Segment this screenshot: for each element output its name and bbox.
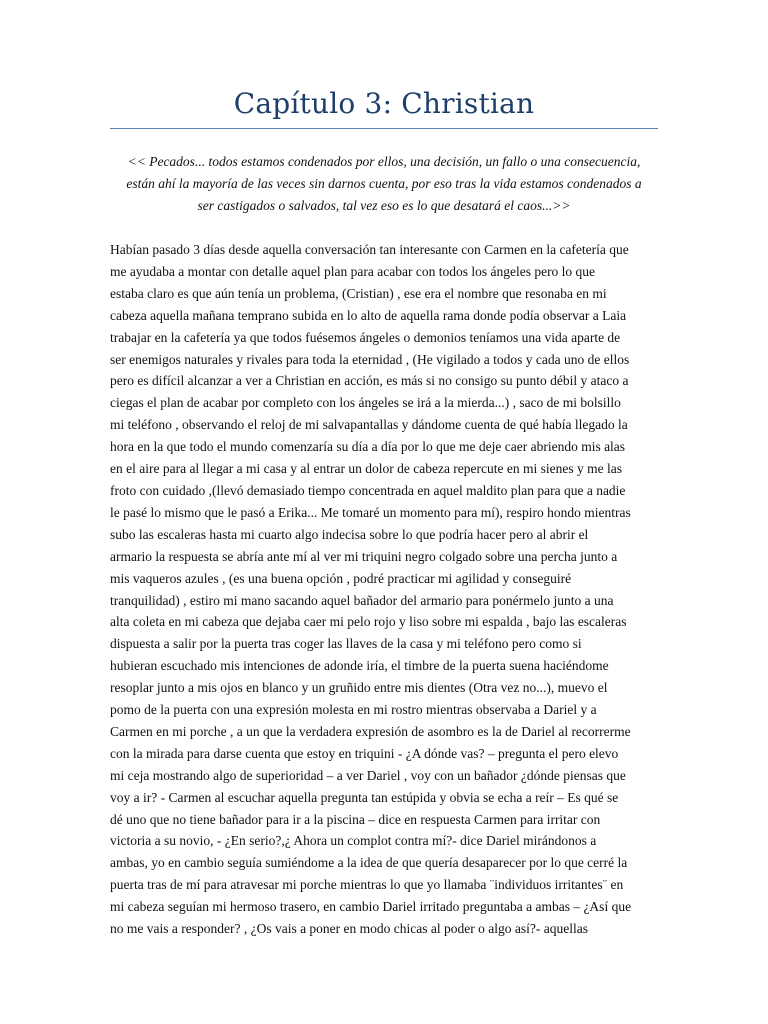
body-line: voy a ir? - Carmen al escuchar aquella pregunta tan estúpida y obvia se echa a reír – Es qué se bbox=[110, 789, 619, 805]
body-line: mi cabeza seguían mi hermoso trasero, en cambio Dariel irritado preguntaba a ambas – ¿Así que bbox=[110, 899, 632, 915]
body-line: ciegas el plan de acabar por completo con los ángeles se irá a la mierda...) , saco de mi bolsillo bbox=[110, 395, 621, 411]
body-line: pero es difícil alcanzar a ver a Christian en acción, es más si no consigo su punto débil y ataco a bbox=[110, 373, 629, 389]
body-line: puerta tras de mí para atravesar mi porche mientras lo que yo llamaba ¨individuos irritantes¨ en bbox=[110, 877, 624, 893]
chapter-title: Capítulo 3: Christian bbox=[233, 87, 535, 120]
body-line: mi ceja mostrando algo de superioridad – a ver Dariel , voy con un bañador ¿dónde piensas que bbox=[110, 767, 626, 783]
body-line: trabajar en la cafetería ya que todos fuésemos ángeles o demonios teníamos una vida aparte de bbox=[110, 329, 621, 345]
body-line: hubieran escuchado mis intenciones de adonde iría, el timbre de la puerta suena haciéndome bbox=[110, 658, 609, 674]
body-line: armario la respuesta se abría ante mí al ver mi triquini negro colgado sobre una percha junto a bbox=[110, 548, 618, 564]
body-line: ser enemigos naturales y rivales para toda la eternidad , (He vigilado a todos y cada uno de ellos bbox=[110, 351, 630, 367]
body-line: Carmen en mi porche , a un que la verdadera expresión de asombro es la de Dariel al recorrerme bbox=[110, 723, 631, 739]
body-line: mi teléfono , observando el reloj de mi salvapantallas y dándome cuenta de qué había llegado la bbox=[110, 417, 628, 433]
body-line: dé uno que no tiene bañador para ir a la piscina – dice en respuesta Carmen para irritar con bbox=[110, 811, 601, 827]
body-line: victoria a su novio, - ¿En serio?,¿ Ahora un complot contra mí?- dice Dariel mirándonos a bbox=[110, 833, 597, 849]
body-line: estaba claro es que aún tenía un problema, (Cristian) , ese era el nombre que resonaba en mi bbox=[110, 285, 607, 301]
body-line: Habían pasado 3 días desde aquella conversación tan interesante con Carmen en la cafetería que bbox=[110, 242, 629, 257]
body-paragraph bbox=[110, 239, 658, 940]
body-line: con la mirada para darse cuenta que estoy en triquini - ¿A dónde vas? – pregunta el pero elevo bbox=[110, 745, 619, 761]
body-line: subo las escaleras hasta mi cuarto algo indecisa sobre lo que podría hacer pero al abrir el bbox=[110, 526, 589, 542]
body-line: froto con cuidado ,(llevó demasiado tiempo concentrada en aquel maldito plan para que a nadie bbox=[110, 482, 626, 498]
body-line: no me vais a responder? , ¿Os vais a poner en modo chicas al poder o algo así?- aquellas bbox=[110, 921, 588, 937]
body-line: alta coleta en mi cabeza que dejaba caer mi pelo rojo y liso sobre mi espalda , bajo las escaleras bbox=[110, 614, 627, 630]
body-line: pomo de la puerta con una expresión molesta en mi rostro mientras observaba a Dariel y a bbox=[110, 702, 597, 718]
epigraph-line: << Pecados... todos estamos condenados por ellos, una decisión, un fallo o una consecuencia, bbox=[127, 154, 641, 169]
epigraph-line: ser castigados o salvados, tal vez eso es lo que desatará el caos...>> bbox=[197, 198, 571, 213]
body-line: cabeza aquella mañana temprano subida en lo alto de aquella rama donde podía observar a Laia bbox=[110, 307, 627, 323]
title-divider bbox=[110, 128, 658, 129]
body-line: dispuesta a salir por la puerta tras coger las llaves de la casa y mi teléfono pero como si bbox=[110, 636, 582, 652]
body-line: mis vaqueros azules , (es una buena opción , podré practicar mi agilidad y conseguiré bbox=[110, 570, 572, 586]
body-line: ambas, yo en cambio seguía sumiéndome a la idea de que quería desaparecer por lo que cerré la bbox=[110, 855, 628, 871]
body-line: tranquilidad) , estiro mi mano sacando aquel bañador del armario para ponérmelo junto a una bbox=[110, 592, 614, 608]
body-line: me ayudaba a montar con detalle aquel plan para acabar con todos los ángeles pero lo que bbox=[110, 263, 596, 279]
body-line: resoplar junto a mis ojos en blanco y un gruñido entre mis dientes (Otra vez no...), muevo el bbox=[110, 680, 608, 696]
body-line: en el aire para al llegar a mi casa y al entrar un dolor de cabeza repercute en mi sienes y me las bbox=[110, 461, 622, 477]
epigraph bbox=[110, 151, 658, 217]
body-line: le pasé lo mismo que le pasó a Erika... Me tomaré un momento para mí), respiro hondo mientras bbox=[110, 504, 631, 520]
body-line: hora en la que todo el mundo comenzaría su día a día por lo que me deje caer abriendo mis alas bbox=[110, 439, 626, 455]
epigraph-line: están ahí la mayoría de las veces sin darnos cuenta, por eso tras la vida estamos condenados a bbox=[126, 176, 642, 191]
